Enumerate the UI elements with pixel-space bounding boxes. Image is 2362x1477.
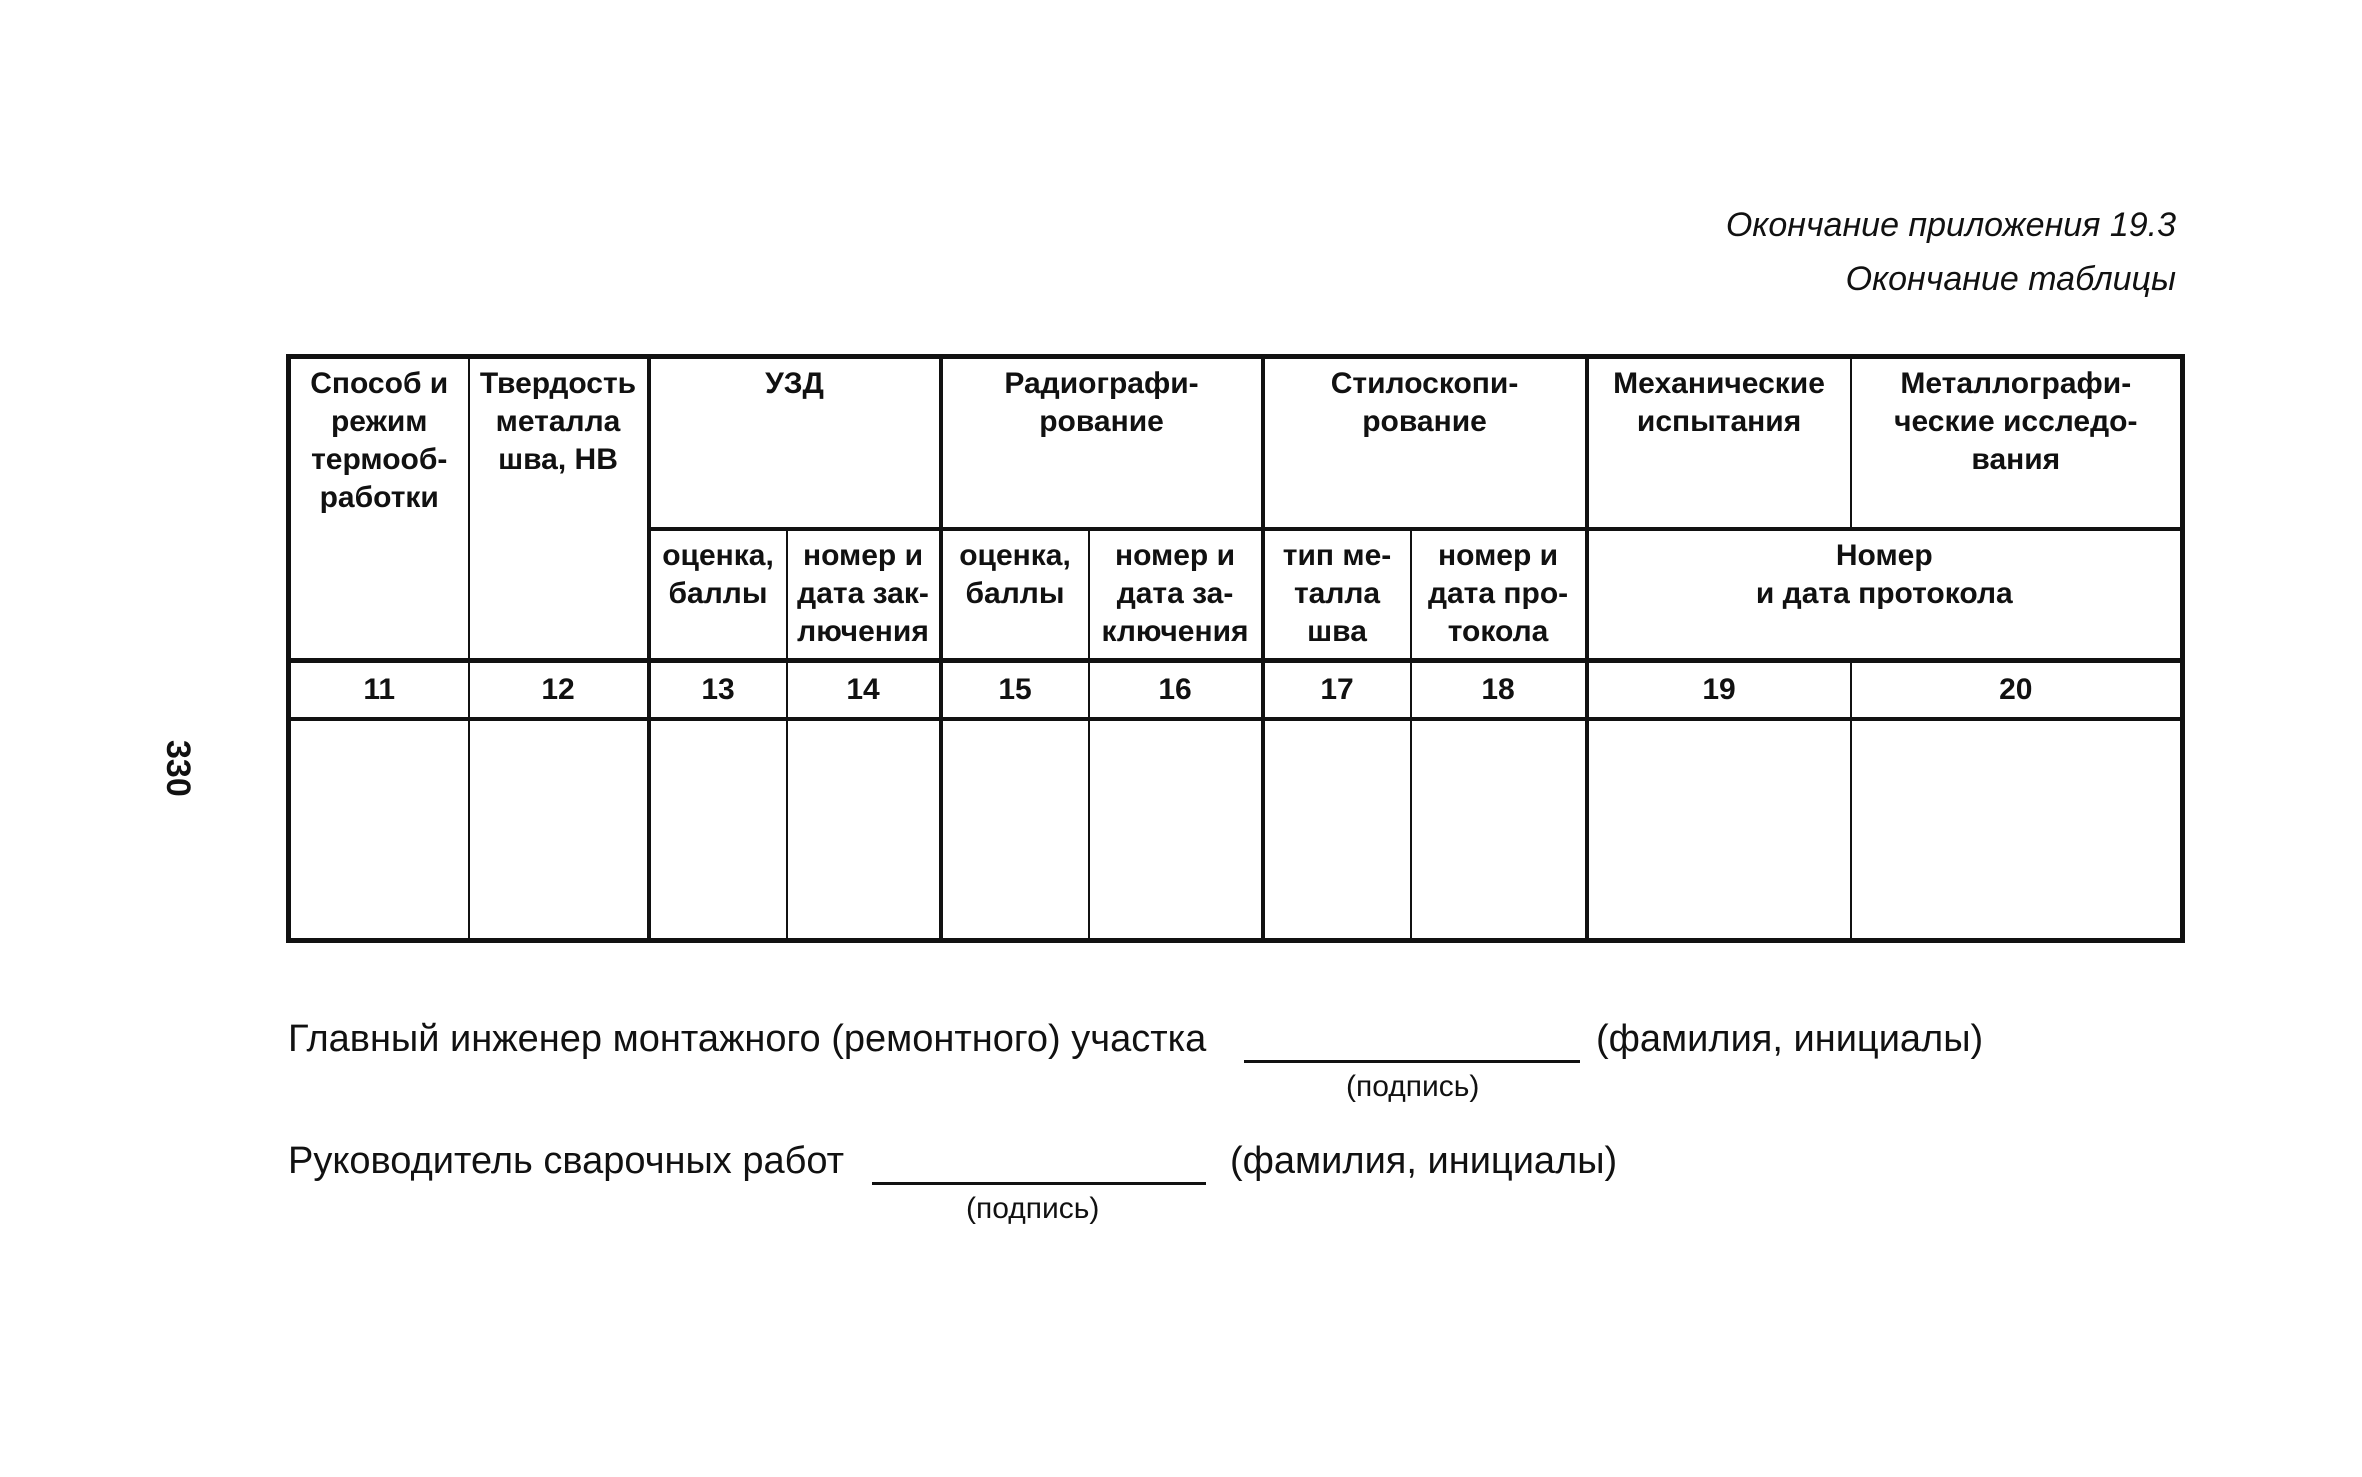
column-number: 14 (787, 661, 941, 719)
appendix-caption: Окончание приложения 19.3 (1725, 206, 2176, 244)
empty-cell (289, 719, 469, 941)
header-metallography: Металлографи- ческие исследо- вания (1851, 357, 2183, 529)
empty-cell (941, 719, 1089, 941)
welding-manager-name-note: (фамилия, инициалы) (1230, 1140, 1618, 1182)
welding-manager-signature-note: (подпись) (966, 1192, 1100, 1225)
empty-cell (787, 719, 941, 941)
column-number: 17 (1263, 661, 1411, 719)
empty-cell (1089, 719, 1263, 941)
empty-cell (1411, 719, 1587, 941)
chief-engineer-label: Главный инженер монтажного (ремонтного) участка (288, 1018, 1207, 1060)
header-protocol: Номер и дата протокола (1587, 529, 2183, 661)
empty-cell (1851, 719, 2183, 941)
column-number: 18 (1411, 661, 1587, 719)
column-number: 13 (649, 661, 787, 719)
welding-manager-signature-line (872, 1182, 1206, 1185)
header-uzd-score: оценка, баллы (649, 529, 787, 661)
chief-engineer-signature-note: (подпись) (1346, 1070, 1480, 1103)
header-heat-treatment: Способ и режим термооб- работки (289, 357, 469, 661)
welding-manager-label: Руководитель сварочных работ (288, 1140, 845, 1182)
column-number: 19 (1587, 661, 1851, 719)
header-radiography: Радиографи- рование (941, 357, 1263, 529)
column-number: 16 (1089, 661, 1263, 719)
inspection-table (286, 354, 2185, 943)
header-hardness: Твердость металла шва, НВ (469, 357, 649, 661)
column-number: 15 (941, 661, 1089, 719)
header-uzd-conclusion: номер и дата зак- лючения (787, 529, 941, 661)
header-mechanical-tests: Механические испытания (1587, 357, 1851, 529)
header-styloscopy: Стилоскопи- рование (1263, 357, 1587, 529)
column-number: 20 (1851, 661, 2183, 719)
chief-engineer-signature-line (1244, 1060, 1580, 1063)
page-number: 330 (159, 740, 197, 797)
empty-cell (649, 719, 787, 941)
header-radiography-score: оценка, баллы (941, 529, 1089, 661)
header-uzd: УЗД (649, 357, 941, 529)
column-number: 12 (469, 661, 649, 719)
header-metal-type: тип ме- талла шва (1263, 529, 1411, 661)
header-styloscopy-protocol: номер и дата про- токола (1411, 529, 1587, 661)
header-radiography-conclusion: номер и дата за- ключения (1089, 529, 1263, 661)
chief-engineer-name-note: (фамилия, инициалы) (1596, 1018, 1984, 1060)
empty-cell (469, 719, 649, 941)
column-number: 11 (289, 661, 469, 719)
empty-cell (1263, 719, 1411, 941)
table-caption: Окончание таблицы (1845, 260, 2176, 298)
empty-cell (1587, 719, 1851, 941)
